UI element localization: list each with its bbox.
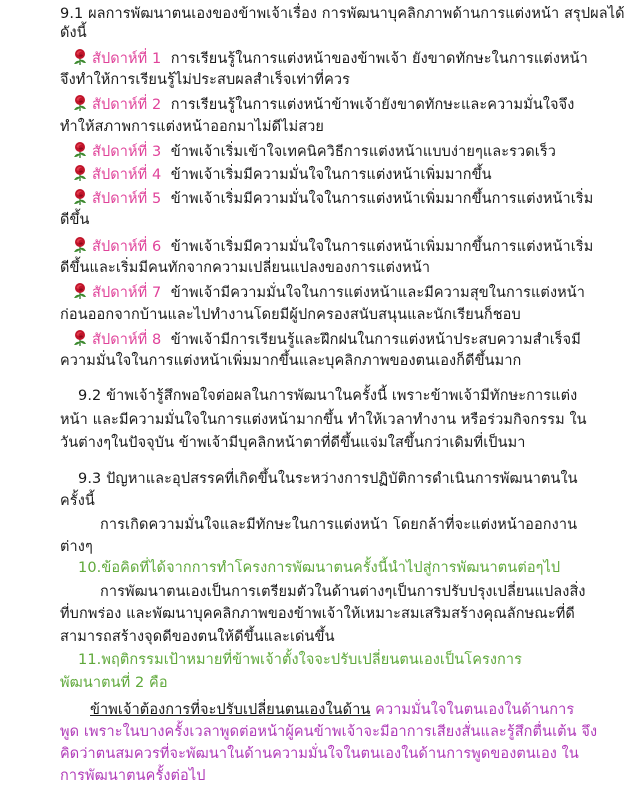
rose-icon — [72, 329, 88, 347]
section-9-3-line-2: ครั้งนี้ — [60, 493, 95, 509]
section-10-title: 10.ข้อคิดที่ได้จากการทำโครงการพัฒนาตนครั้งนี้นำไปสู่การพัฒนาตนต่อๆไป — [78, 560, 561, 576]
rose-icon — [72, 282, 88, 300]
rose-icon — [72, 164, 88, 182]
week-2-row — [72, 94, 574, 115]
week-3-label: สัปดาห์ที่ 3 — [92, 144, 162, 160]
section-11-goal-line-4: การพัฒนาตนครั้งต่อไป — [60, 768, 206, 784]
section-10-body-line-3: สามารถสร้างจุดดีของตนให้ดีขึ้นและเด่นขึ้น — [60, 629, 335, 645]
week-2-text-line-2: ทำให้สภาพการแต่งหน้าออกมาไม่ดีไม่สวย — [60, 119, 325, 135]
section-10-body-line-1: การพัฒนาตนเองเป็นการเตรียมตัวในด้านต่างๆเป็นการปรับปรุงเปลี่ยนแปลงสิ่ง — [100, 584, 586, 600]
section-9-3-line-1: 9.3 ปัญหาและอุปสรรคที่เกิดขึ้นในระหว่างการปฏิบัติการดำเนินการพัฒนาตนใน — [78, 471, 578, 487]
week-5-label: สัปดาห์ที่ 5 — [92, 191, 162, 207]
week-7-text-line-2: ก่อนออกจากบ้านและไปทำงานโดยมีผู้ปกครองสนับสนุนและนักเรียนก็ชอบ — [60, 307, 521, 323]
week-7-label: สัปดาห์ที่ 7 — [92, 285, 162, 301]
rose-fragment-icon — [60, 0, 100, 2]
section-9-1-title-line-2: ดังนี้ — [60, 25, 87, 41]
week-6-text-line-1: ข้าพเจ้าเริ่มมีความมั่นใจในการแต่งหน้าเพิ่มมากขึ้นการแต่งหน้าเริ่ม — [170, 239, 594, 255]
week-8-text-line-1: ข้าพเจ้ามีการเรียนรู้และฝึกฝนในการแต่งหน้าประสบความสำเร็จมี — [170, 332, 581, 348]
rose-icon — [72, 188, 88, 206]
week-8-row — [72, 329, 581, 350]
week-5-row — [72, 188, 593, 209]
week-2-text-line-1: การเรียนรู้ในการแต่งหน้าข้าพเจ้ายังขาดทักษะและความมั่นใจจึง — [170, 97, 575, 113]
week-4-text-line-1: ข้าพเจ้าเริ่มมีความมั่นใจในการแต่งหน้าเพิ่มมากขึ้น — [170, 167, 492, 183]
section-11-title-line-2: พัฒนาตนที่ 2 คือ — [60, 675, 168, 691]
week-4-row — [72, 164, 492, 185]
section-11-title-line-1: 11.พฤติกรรมเป้าหมายที่ข้าพเจ้าตั้งใจจะปรับเปลี่ยนตนเองเป็นโครงการ — [78, 652, 523, 668]
section-9-2-line-3: วันต่างๆในปัจจุบัน ข้าพเจ้ามีบุคลิกหน้าตาที่ดีขึ้นแจ่มใสขึ้นกว่าเดิมที่เป็นมา — [60, 435, 526, 451]
week-7-text-line-1: ข้าพเจ้ามีความมั่นใจในการแต่งหน้าและมีความสุขในการแต่งหน้า — [170, 285, 586, 301]
rose-icon — [72, 236, 88, 254]
week-1-row — [72, 48, 588, 69]
rose-icon — [72, 141, 88, 159]
section-9-2-line-1: 9.2 ข้าพเจ้ารู้สึกพอใจต่อผลในการพัฒนาในครั้งนี้ เพราะข้าพเจ้ามีทักษะการแต่ง — [78, 388, 578, 404]
week-6-label: สัปดาห์ที่ 6 — [92, 239, 162, 255]
week-6-row — [72, 236, 593, 257]
section-11-goal-line-2: พูด เพราะในบางครั้งเวลาพูดต่อหน้าผู้คนข้าพเจ้าจะมีอาการเสียงสั่นและรู้สึกตื่นเต้น จึง — [60, 724, 598, 740]
section-10-body-line-2: ที่บกพร่อง และพัฒนาบุคคลิกภาพของข้าพเจ้าให้เหมาะสมเสริมสร้างคุณลักษณะที่ดี — [60, 606, 575, 622]
section-11-intro: ข้าพเจ้าต้องการที่จะปรับเปลี่ยนตนเองในด้าน — [90, 702, 371, 718]
week-4-label: สัปดาห์ที่ 4 — [92, 167, 162, 183]
section-11-goal-line-1: ความมั่นใจในตนเองในด้านการ — [375, 702, 575, 718]
section-11-body-line-1 — [90, 700, 574, 720]
week-2-label: สัปดาห์ที่ 2 — [92, 97, 162, 113]
section-9-3-body-line-1: การเกิดความมั่นใจและมีทักษะในการแต่งหน้า โดยกล้าที่จะแต่งหน้าออกงาน — [100, 517, 578, 533]
section-9-3-body-line-2: ต่างๆ — [60, 539, 93, 555]
week-1-text-line-1: การเรียนรู้ในการแต่งหน้าของข้าพเจ้า ยังขาดทักษะในการแต่งหน้า — [170, 51, 588, 67]
week-1-label: สัปดาห์ที่ 1 — [92, 51, 162, 67]
week-6-text-line-2: ดีขึ้นและเริ่มมีคนทักจากความเปลี่ยนแปลงของการแต่งหน้า — [60, 260, 431, 276]
rose-icon — [72, 94, 88, 112]
section-9-2-line-2: หน้า และมีความมั่นใจในการแต่งหน้ามากขึ้น ทำให้เวลาทำงาน หรือร่วมกิจกรรม ใน — [60, 412, 587, 428]
section-11-goal-line-3: คิดว่าตนสมควรที่จะพัฒนาในด้านความมั่นใจในตนเองในด้านการพูดของตนเอง ใน — [60, 746, 579, 762]
week-5-text-line-2: ดีขึ้น — [60, 212, 90, 228]
week-3-text-line-1: ข้าพเจ้าเริ่มเข้าใจเทคนิควิธีการแต่งหน้าแบบง่ายๆและรวดเร็ว — [170, 144, 556, 160]
week-7-row — [72, 282, 585, 303]
week-8-text-line-2: ความมั่นใจในการแต่งหน้าเพิ่มมากขึ้นและบุคลิกภาพของตนเองก็ดีขึ้นมาก — [60, 353, 522, 369]
week-5-text-line-1: ข้าพเจ้าเริ่มมีความมั่นใจในการแต่งหน้าเพิ่มมากขึ้นการแต่งหน้าเริ่ม — [170, 191, 594, 207]
week-1-text-line-2: จึงทำให้การเรียนรู้ไม่ประสบผลสำเร็จเท่าที่ควร — [60, 72, 351, 88]
week-3-row — [72, 141, 556, 162]
week-8-label: สัปดาห์ที่ 8 — [92, 332, 162, 348]
rose-icon — [72, 48, 88, 66]
section-9-1-title-line-1: 9.1 ผลการพัฒนาตนเองของข้าพเจ้าเรื่อง การพัฒนาบุคลิกภาพด้านการแต่งหน้า สรุปผลได้ — [60, 6, 625, 22]
